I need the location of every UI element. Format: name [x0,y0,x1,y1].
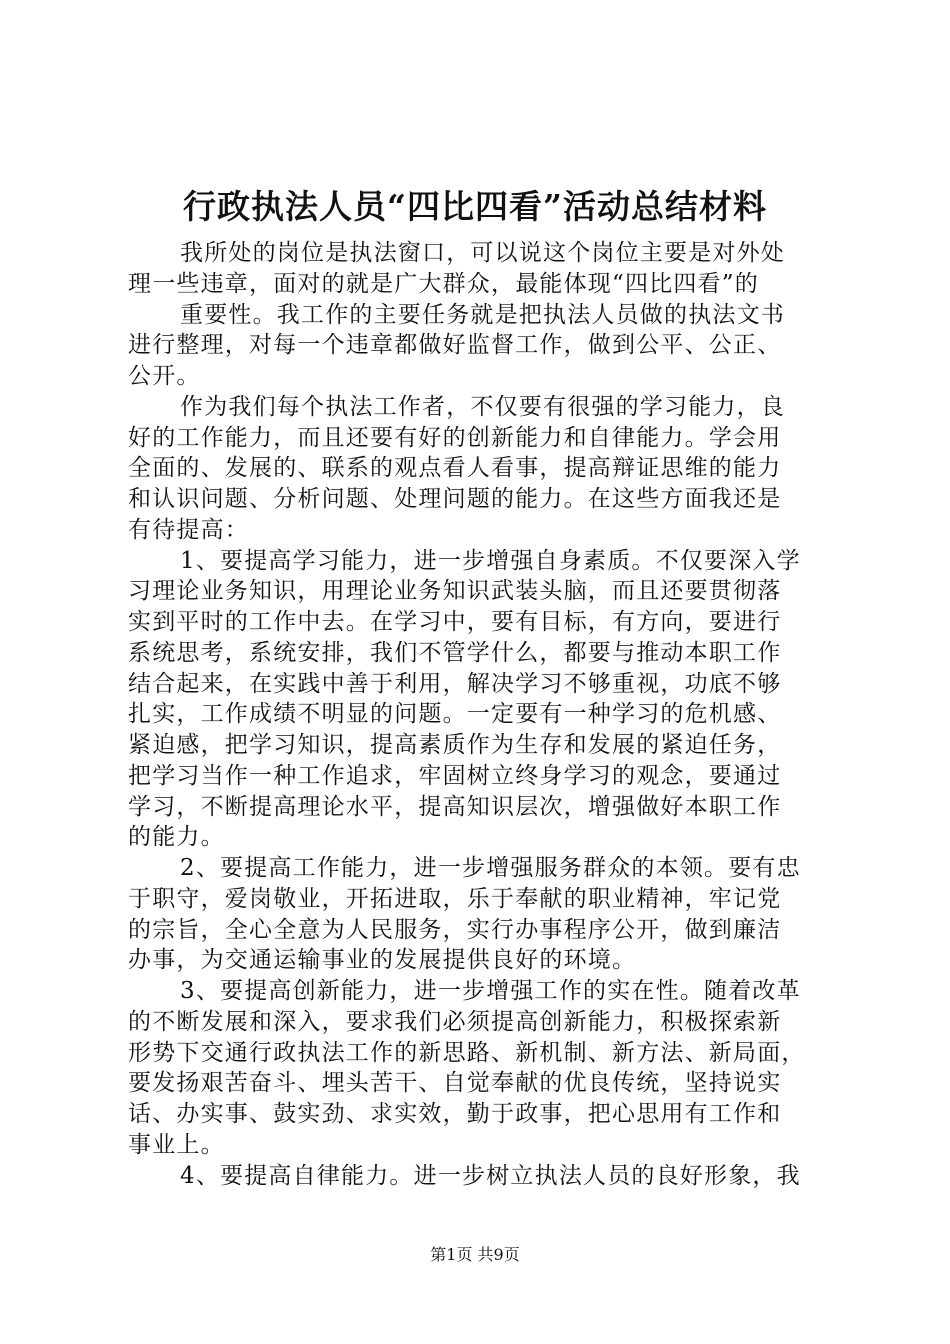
text-line: 扎实，工作成绩不明显的问题。一定要有一种学习的危机感、 [128,701,782,728]
text-line: 系统思考，系统安排，我们不管学什么，都要与推动本职工作 [128,639,782,666]
text-line: 习理论业务知识，用理论业务知识武装头脑，而且还要贯彻落 [128,578,782,605]
text-line: 3、要提高创新能力，进一步增强工作的实在性。随着改革 [180,978,801,1004]
text-line: 作为我们每个执法工作者，不仅要有很强的学习能力，良 [180,393,785,420]
text-line: 2、要提高工作能力，进一步增强服务群众的本领。要有忠 [180,855,801,881]
text-line: 办事，为交通运输事业的发展提供良好的环境。 [128,947,637,974]
text-line: 形势下交通行政执法工作的新思路、新机制、新方法、新局面， [128,1039,806,1066]
text-line: 和认识问题、分析问题、处理问题的能力。在这些方面我还是 [128,486,782,512]
text-line: 话、办实事、鼓实劲、求实效，勤于政事，把心思用有工作和 [128,1101,782,1127]
text-line: 4、要提高自律能力。进一步树立执法人员的良好形象，我 [180,1162,801,1189]
text-line: 全面的、发展的、联系的观点看人看事，提高辩证思维的能力 [128,455,782,482]
text-line: 实到平时的工作中去。在学习中，要有目标，有方向，要进行 [128,609,782,635]
text-line: 进行整理，对每一个违章都做好监督工作，做到公平、公正、 [128,332,782,359]
text-line: 的宗旨，全心全意为人民服务，实行办事程序公开，做到廉洁 [128,916,782,943]
text-line: 紧迫感，把学习知识，提高素质作为生存和发展的紧迫任务， [128,732,782,758]
text-line: 理一些违章，面对的就是广大群众，最能体现“四比四看”的 [128,270,759,297]
text-line: 结合起来，在实践中善于利用，解决学习不够重视，功底不够 [128,670,782,697]
text-line: 于职守，爱岗敬业，开拓进取，乐于奉献的职业精神，牢记党 [128,885,782,912]
text-line: 要发扬艰苦奋斗、埋头苦干、自觉奉献的优良传统，坚持说实 [128,1070,782,1097]
text-line: 公开。 [128,363,201,389]
text-line: 把学习当作一种工作追求，牢固树立终身学习的观念，要通过 [128,762,782,789]
text-line: 好的工作能力，而且还要有好的创新能力和自律能力。学会用 [128,424,782,451]
text-line: 的能力。 [128,824,225,851]
document-title: 行政执法人员“四比四看”活动总结材料 [183,187,767,226]
text-line: 事业上。 [128,1131,225,1158]
page-footer: 第1页 共9页 [430,1245,520,1264]
text-line: 重要性。我工作的主要任务就是把执法人员做的执法文书 [180,301,785,328]
document-body [128,238,840,1191]
text-line: 学习，不断提高理论水平，提高知识层次，增强做好本职工作 [128,793,782,820]
text-line: 我所处的岗位是执法窗口，可以说这个岗位主要是对外处 [180,240,785,266]
text-line: 1、要提高学习能力，进一步增强自身素质。不仅要深入学 [180,547,801,574]
text-line: 的不断发展和深入，要求我们必须提高创新能力，积极探索新 [128,1008,782,1035]
text-line: 有待提高： [128,516,249,543]
